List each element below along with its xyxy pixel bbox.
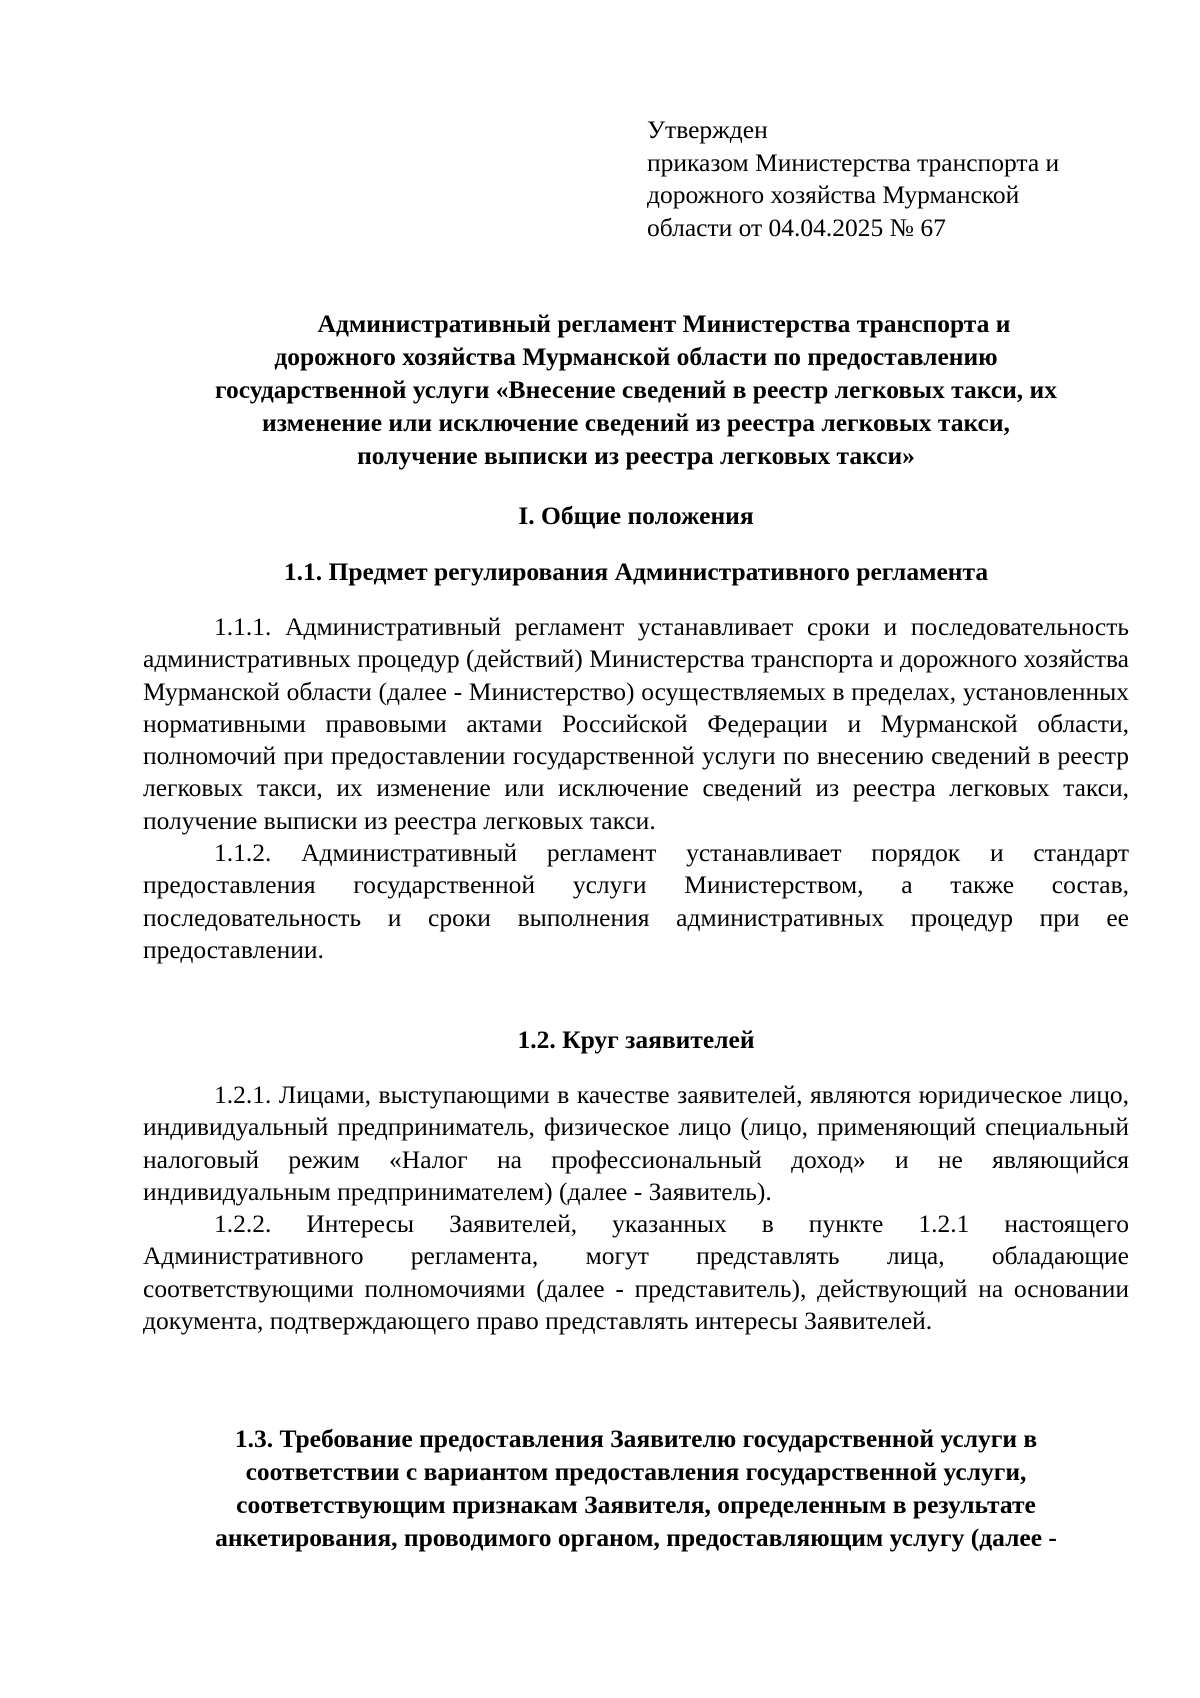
title-line: Административный регламент Министерства транспорта и [317,309,1011,338]
section-heading-general: I. Общие положения [518,501,754,530]
approval-stamp [647,114,1117,244]
title-line: получение выписки из реестра легковых такси» [357,441,915,470]
section-1-3-line: анкетирования, проводимого органом, предоставляющим услугу (далее - [215,1523,1057,1552]
section-1-1-body [143,611,1129,966]
section-1-2-body [143,1079,1129,1337]
approval-line: области от 04.04.2025 № 67 [647,212,946,242]
section-heading-1-1: 1.1. Предмет регулирования Административного регламента [283,557,989,586]
section-1-3-line: соответствии с вариантом предоставления государственной услуги, [245,1457,1027,1486]
title-line: государственной услуги «Внесение сведений в реестр легковых такси, их [215,375,1057,404]
approval-line: дорожного хозяйства Мурманской [647,180,1020,209]
approval-line: Утвержден [647,115,768,144]
paragraph-1-1-2: 1.1.2. Административный регламент устанавливает порядок и стандарт предоставления государственной услуги Министерством, а также состав, последовательность и сроки выполнения административных процедур при ее предоставлении. [143,838,1129,964]
section-heading-1-2: 1.2. Круг заявителей [517,1025,755,1054]
paragraph-1-1-1: 1.1.1. Административный регламент устанавливает сроки и последовательность административных процедур (действий) Министерства транспорта и дорожного хозяйства Мурманской области (далее - Министерство) осуществляемых в пределах, установленных нормативными правовыми актами Российской Федерации и Мурманской области, полномочий при предоставлении государственной услуги по внесению сведений в реестр легковых такси, их изменение или исключение сведений из реестра легковых такси, получение выписки из реестра легковых такси. [143,612,1129,835]
title-line: изменение или исключение сведений из реестра легковых такси, [262,408,1010,437]
section-1-3-line: соответствующим признакам Заявителя, определенным в результате [236,1490,1036,1519]
title-line: дорожного хозяйства Мурманской области по предоставлению [274,342,998,371]
section-1-3-line: 1.3. Требование предоставления Заявителю государственной услуги в [234,1424,1038,1453]
section-heading-1-3 [143,1422,1129,1554]
approval-line: приказом Министерства транспорта и [647,147,1060,177]
paragraph-1-2-1: 1.2.1. Лицами, выступающими в качестве заявителей, являются юридическое лицо, индивидуальный предприниматель, физическое лицо (лицо, применяющий специальный налоговый режим «Налог на профессиональный доход» и не являющийся индивидуальным предпринимателем) (далее - Заявитель). [143,1080,1129,1206]
paragraph-1-2-2: 1.2.2. Интересы Заявителей, указанных в пункте 1.2.1 настоящего Административного регламента, могут представлять лица, обладающие соответствующими полномочиями (далее - представитель), действующий на основании документа, подтверждающего право представлять интересы Заявителей. [143,1209,1129,1336]
document-title [143,307,1129,472]
